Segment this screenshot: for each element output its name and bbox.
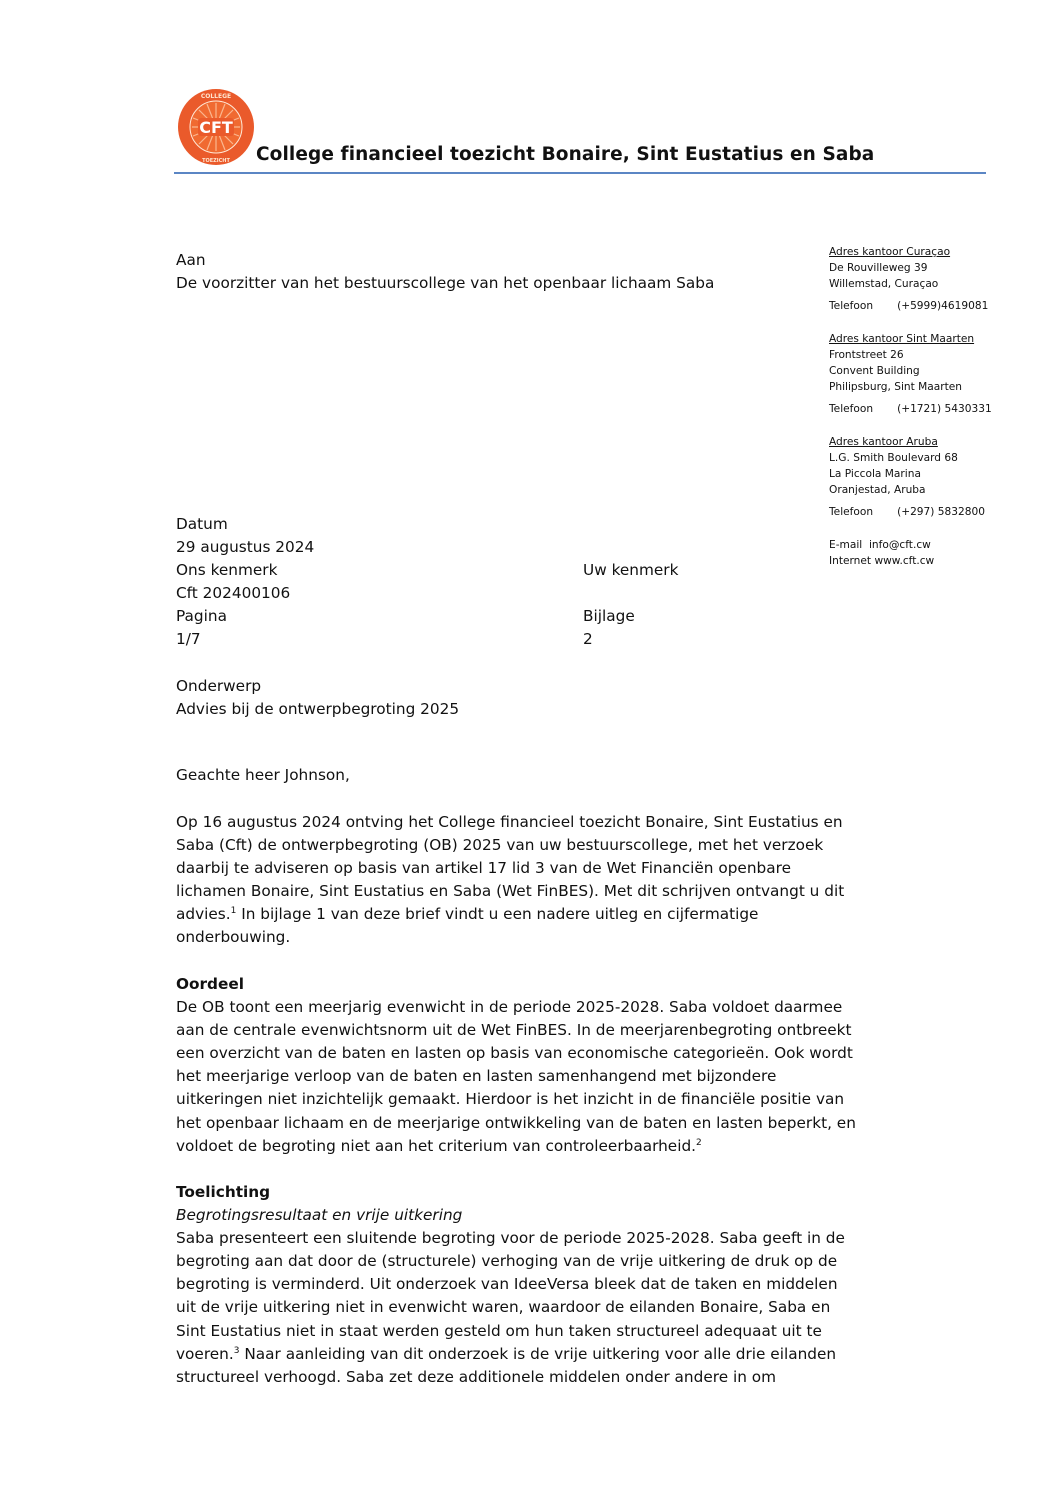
header-divider [174, 172, 986, 174]
our-reference-label: Ons kenmerk [176, 561, 278, 579]
footnote-ref-3[interactable]: 3 [233, 1345, 240, 1356]
internet-line: Internet www.cft.cw [829, 555, 935, 567]
office-line: Philipsburg, Sint Maarten [829, 381, 963, 393]
your-reference-label: Uw kenmerk [583, 561, 679, 579]
office-line: Frontstreet 26 [829, 349, 904, 361]
intro-paragraph: Op 16 augustus 2024 ontving het College financieel toezicht Bonaire, Sint Eustatius en Saba (Cft) de ontwerpbegroting (OB) 2025 van uw bestuurscollege, met het verzoek daarbij te adviseren op basis van artikel 17 lid 3 van de Wet Financiën openbare lichamen Bonaire, Sint Eustatius en Saba (Wet FinBES). Met dit schrijven ontvangt u dit advies.$^1$ In bijlage 1 van deze brief vindt u een nadere uitleg en cijfermatige onderbouwing. [176, 813, 845, 947]
footnote-ref-1[interactable]: 1 [230, 906, 237, 917]
attachment-label: Bijlage [583, 607, 635, 625]
oordeel-heading: Oordeel [176, 975, 244, 993]
our-reference-value: Cft 202400106 [176, 584, 291, 602]
office-phone: Telefoon (+297) 5832800 [829, 506, 985, 518]
office-aruba [829, 434, 985, 520]
organization-title: College financieel toezicht Bonaire, Sint Eustatius en Saba [256, 144, 875, 165]
footnote-ref-2[interactable]: 2 [696, 1137, 702, 1148]
toelichting-heading: Toelichting [176, 1183, 271, 1201]
date-value: 29 augustus 2024 [176, 538, 315, 556]
website-link[interactable]: www.cft.cw [874, 555, 935, 567]
office-heading: Adres kantoor Curaçao [829, 246, 951, 258]
office-heading: Adres kantoor Sint Maarten [829, 333, 975, 345]
subject-label: Onderwerp [176, 677, 262, 695]
recipient-name: De voorzitter van het bestuurscollege van het openbaar lichaam Saba [176, 274, 715, 292]
cft-logo [177, 88, 255, 166]
svg-text:TOEZICHT: TOEZICHT [202, 158, 230, 164]
svg-text:COLLEGE: COLLEGE [200, 93, 232, 100]
page-value: 1/7 [176, 630, 201, 648]
toelichting-section: Toelichting Begrotingsresultaat en vrije uitkering Saba presenteert een sluitende begroting voor de periode 2025-2028. Saba geeft in de begroting aan dat door de (structurele) verhoging van de vrije uitkering de druk op de begroting is verminderd. Uit onderzoek van IdeeVersa bleek dat de taken en middelen uit de vrije uitkering niet in evenwicht waren, waardoor de eilanden Bonaire, Saba en Sint Eustatius niet in staat werden gesteld om hun taken structureel adequaat uit te voeren.$^3$ Naar aanleiding van dit onderzoek is de vrije uitkering voor alle drie eilanden structureel verhoogd. Saba zet deze additionele middelen onder andere in om [176, 1181, 896, 1389]
office-heading: Adres kantoor Aruba [829, 436, 938, 448]
recipient-label: Aan [176, 251, 206, 269]
toelichting-subheading: Begrotingsresultaat en vrije uitkering [176, 1206, 463, 1225]
oordeel-section: Oordeel De OB toont een meerjarig evenwicht in de periode 2025-2028. Saba voldoet daarmee aan de centrale evenwichtsnorm uit de Wet FinBES. In de meerjarenbegroting ontbreekt een overzicht van de baten en lasten op basis van economische categorieën. Ook wordt het meerjarige verloop van de baten en lasten samenhangend met bijzondere uitkeringen niet inzichtelijk gemaakt. Hierdoor is het inzicht in de financiële positie van het openbaar lichaam en de meerjarige ontwikkeling van de baten en lasten beperkt, en voldoet de begroting niet aan het criterium van controleerbaarheid.$^2$ [176, 973, 896, 1158]
office-line: La Piccola Marina [829, 468, 921, 480]
office-phone: Telefoon (+5999)4619081 [829, 300, 989, 312]
page-label: Pagina [176, 607, 227, 625]
office-curacao [829, 244, 988, 314]
office-line: L.G. Smith Boulevard 68 [829, 452, 958, 464]
svg-text:CFT: CFT [199, 118, 233, 137]
office-line: Willemstad, Curaçao [829, 278, 939, 290]
email-line: E-mail info@cft.cw [829, 539, 931, 551]
subject-value: Advies bij de ontwerpbegroting 2025 [176, 700, 460, 718]
office-line: Oranjestad, Aruba [829, 484, 926, 496]
office-line: Convent Building [829, 365, 920, 377]
salutation: Geachte heer Johnson, [176, 766, 350, 784]
office-phone: Telefoon (+1721) 5430331 [829, 403, 992, 415]
office-sint-maarten [829, 331, 992, 417]
office-line: De Rouvilleweg 39 [829, 262, 928, 274]
email-link[interactable]: info@cft.cw [868, 539, 931, 551]
contact-info [829, 537, 934, 569]
date-label: Datum [176, 515, 228, 533]
attachment-value: 2 [583, 630, 593, 648]
